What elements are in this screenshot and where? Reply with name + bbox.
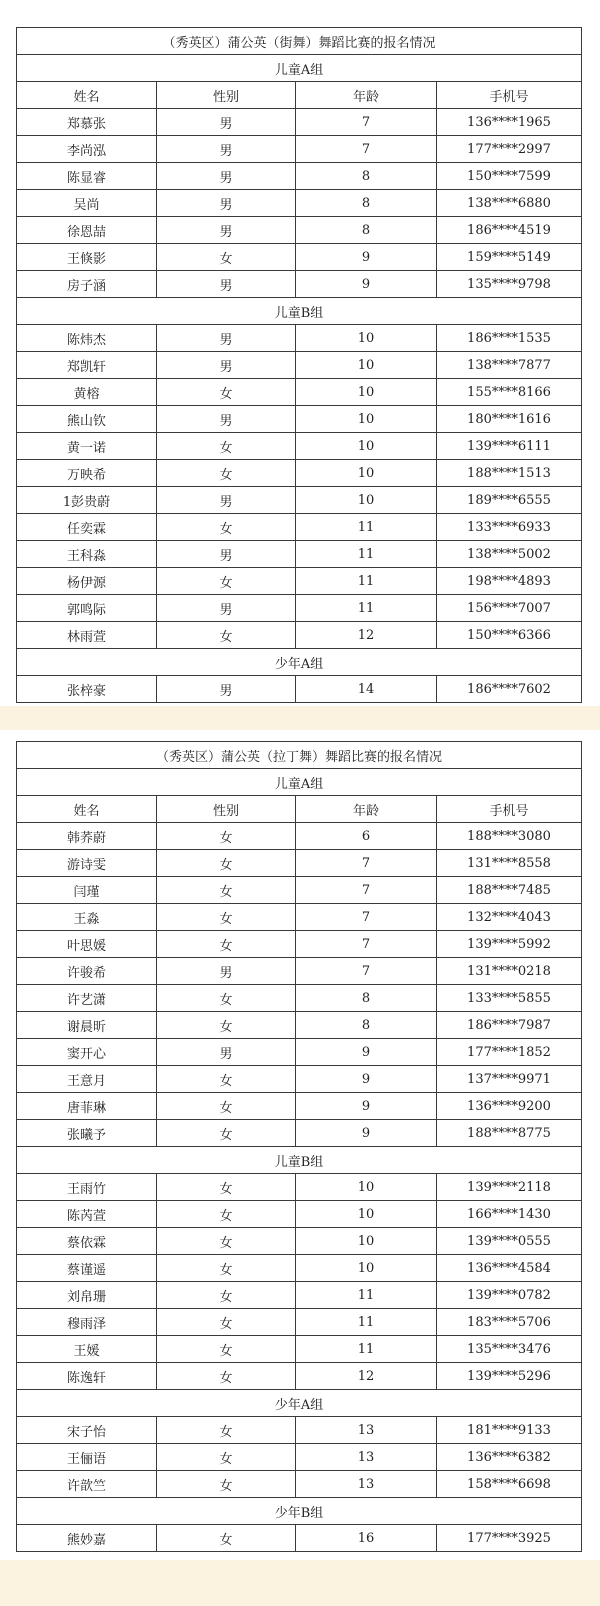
cell-age: 10 bbox=[296, 433, 437, 460]
table-row bbox=[17, 568, 582, 595]
cell-phone: 139****5296 bbox=[437, 1363, 582, 1390]
table-row bbox=[17, 217, 582, 244]
cell-gender: 女 bbox=[157, 1309, 296, 1336]
table-row bbox=[17, 1066, 582, 1093]
cell-name: 张曦予 bbox=[17, 1120, 157, 1147]
registration-table-street-dance bbox=[16, 27, 582, 703]
table-row bbox=[17, 931, 582, 958]
table-row bbox=[17, 1255, 582, 1282]
cell-gender: 男 bbox=[157, 406, 296, 433]
table-row bbox=[17, 1093, 582, 1120]
group-row bbox=[17, 298, 582, 325]
cell-phone: 138****6880 bbox=[437, 190, 582, 217]
cell-name: 游诗雯 bbox=[17, 850, 157, 877]
cell-name: 任奕霖 bbox=[17, 514, 157, 541]
table-row bbox=[17, 1525, 582, 1552]
table-row bbox=[17, 1039, 582, 1066]
cell-phone: 166****1430 bbox=[437, 1201, 582, 1228]
cell-gender: 女 bbox=[157, 460, 296, 487]
cell-name: 王媛 bbox=[17, 1336, 157, 1363]
header-gender: 性别 bbox=[157, 82, 296, 109]
cell-phone: 135****9798 bbox=[437, 271, 582, 298]
cell-phone: 136****4584 bbox=[437, 1255, 582, 1282]
header-phone: 手机号 bbox=[437, 796, 582, 823]
cell-name: 王倏影 bbox=[17, 244, 157, 271]
cell-gender: 女 bbox=[157, 1336, 296, 1363]
cell-age: 11 bbox=[296, 1336, 437, 1363]
cell-age: 11 bbox=[296, 541, 437, 568]
cell-age: 9 bbox=[296, 1120, 437, 1147]
cell-name: 郭鸣际 bbox=[17, 595, 157, 622]
cell-name: 蔡依霖 bbox=[17, 1228, 157, 1255]
cell-gender: 女 bbox=[157, 1444, 296, 1471]
cell-gender: 女 bbox=[157, 568, 296, 595]
cell-name: 蔡谨遥 bbox=[17, 1255, 157, 1282]
cell-phone: 177****1852 bbox=[437, 1039, 582, 1066]
table-title: （秀英区）蒲公英（拉丁舞）舞蹈比赛的报名情况 bbox=[17, 742, 582, 769]
cell-gender: 女 bbox=[157, 931, 296, 958]
title-row bbox=[17, 28, 582, 55]
cell-gender: 女 bbox=[157, 244, 296, 271]
table-row bbox=[17, 163, 582, 190]
cell-name: 宋子怡 bbox=[17, 1417, 157, 1444]
cell-name: 徐恩喆 bbox=[17, 217, 157, 244]
cell-phone: 186****1535 bbox=[437, 325, 582, 352]
group-row bbox=[17, 1498, 582, 1525]
cell-phone: 177****3925 bbox=[437, 1525, 582, 1552]
cell-age: 7 bbox=[296, 850, 437, 877]
cell-name: 陈炜杰 bbox=[17, 325, 157, 352]
cell-gender: 女 bbox=[157, 379, 296, 406]
cell-phone: 188****1513 bbox=[437, 460, 582, 487]
cell-name: 李尚泓 bbox=[17, 136, 157, 163]
cell-gender: 女 bbox=[157, 1525, 296, 1552]
header-age: 年龄 bbox=[296, 796, 437, 823]
cell-phone: 135****3476 bbox=[437, 1336, 582, 1363]
header-row bbox=[17, 82, 582, 109]
cell-name: 王俪语 bbox=[17, 1444, 157, 1471]
cell-gender: 女 bbox=[157, 433, 296, 460]
table-row bbox=[17, 460, 582, 487]
cell-age: 9 bbox=[296, 271, 437, 298]
cell-age: 8 bbox=[296, 190, 437, 217]
cell-age: 10 bbox=[296, 379, 437, 406]
table-row bbox=[17, 406, 582, 433]
cell-gender: 女 bbox=[157, 877, 296, 904]
cell-name: 郑凯轩 bbox=[17, 352, 157, 379]
cell-gender: 女 bbox=[157, 904, 296, 931]
group-label: 儿童B组 bbox=[17, 1147, 582, 1174]
cell-name: 熊妙嘉 bbox=[17, 1525, 157, 1552]
cell-phone: 131****0218 bbox=[437, 958, 582, 985]
cell-phone: 136****1965 bbox=[437, 109, 582, 136]
cell-age: 10 bbox=[296, 487, 437, 514]
header-name: 姓名 bbox=[17, 82, 157, 109]
cell-phone: 137****9971 bbox=[437, 1066, 582, 1093]
cell-name: 许歆竺 bbox=[17, 1471, 157, 1498]
cell-phone: 139****0555 bbox=[437, 1228, 582, 1255]
cell-gender: 女 bbox=[157, 823, 296, 850]
cell-gender: 男 bbox=[157, 109, 296, 136]
table-row bbox=[17, 1309, 582, 1336]
cell-name: 黄榕 bbox=[17, 379, 157, 406]
cell-age: 11 bbox=[296, 1282, 437, 1309]
cell-age: 7 bbox=[296, 136, 437, 163]
cell-age: 7 bbox=[296, 931, 437, 958]
cell-phone: 189****6555 bbox=[437, 487, 582, 514]
table-row bbox=[17, 109, 582, 136]
cell-gender: 女 bbox=[157, 622, 296, 649]
cell-age: 8 bbox=[296, 163, 437, 190]
header-age: 年龄 bbox=[296, 82, 437, 109]
cell-name: 王雨竹 bbox=[17, 1174, 157, 1201]
header-row bbox=[17, 796, 582, 823]
cell-phone: 150****6366 bbox=[437, 622, 582, 649]
cell-phone: 155****8166 bbox=[437, 379, 582, 406]
table-row bbox=[17, 904, 582, 931]
cell-name: 叶思媛 bbox=[17, 931, 157, 958]
cell-name: 王意月 bbox=[17, 1066, 157, 1093]
cell-gender: 男 bbox=[157, 487, 296, 514]
cell-name: 王科淼 bbox=[17, 541, 157, 568]
group-row bbox=[17, 649, 582, 676]
cell-age: 7 bbox=[296, 109, 437, 136]
table-row bbox=[17, 1174, 582, 1201]
cell-phone: 150****7599 bbox=[437, 163, 582, 190]
cell-gender: 女 bbox=[157, 1066, 296, 1093]
cell-name: 陈逸轩 bbox=[17, 1363, 157, 1390]
group-label: 儿童B组 bbox=[17, 298, 582, 325]
cell-gender: 女 bbox=[157, 1174, 296, 1201]
table-row bbox=[17, 1417, 582, 1444]
cell-gender: 女 bbox=[157, 1417, 296, 1444]
header-gender: 性别 bbox=[157, 796, 296, 823]
cell-name: 陈芮萱 bbox=[17, 1201, 157, 1228]
cell-name: 刘帛珊 bbox=[17, 1282, 157, 1309]
cell-name: 林雨萱 bbox=[17, 622, 157, 649]
cell-phone: 188****8775 bbox=[437, 1120, 582, 1147]
cell-name: 杨伊源 bbox=[17, 568, 157, 595]
group-label: 儿童A组 bbox=[17, 55, 582, 82]
table-row bbox=[17, 676, 582, 703]
cell-age: 16 bbox=[296, 1525, 437, 1552]
cell-phone: 139****2118 bbox=[437, 1174, 582, 1201]
table-row bbox=[17, 244, 582, 271]
cell-name: 万映希 bbox=[17, 460, 157, 487]
cell-gender: 女 bbox=[157, 514, 296, 541]
table-row bbox=[17, 1201, 582, 1228]
cell-name: 唐菲琳 bbox=[17, 1093, 157, 1120]
table-row bbox=[17, 352, 582, 379]
table-row bbox=[17, 541, 582, 568]
cell-phone: 186****4519 bbox=[437, 217, 582, 244]
table-row bbox=[17, 823, 582, 850]
cell-name: 穆雨泽 bbox=[17, 1309, 157, 1336]
cell-name: 王淼 bbox=[17, 904, 157, 931]
cell-age: 10 bbox=[296, 460, 437, 487]
cell-age: 9 bbox=[296, 1039, 437, 1066]
cell-phone: 139****5992 bbox=[437, 931, 582, 958]
cell-gender: 女 bbox=[157, 1282, 296, 1309]
cell-phone: 180****1616 bbox=[437, 406, 582, 433]
table-row bbox=[17, 877, 582, 904]
cell-gender: 男 bbox=[157, 1039, 296, 1066]
table-row bbox=[17, 1282, 582, 1309]
table-row bbox=[17, 136, 582, 163]
group-row bbox=[17, 769, 582, 796]
table-row bbox=[17, 190, 582, 217]
cell-phone: 139****6111 bbox=[437, 433, 582, 460]
cell-phone: 188****7485 bbox=[437, 877, 582, 904]
cell-phone: 133****5855 bbox=[437, 985, 582, 1012]
cell-gender: 女 bbox=[157, 1471, 296, 1498]
cell-gender: 男 bbox=[157, 217, 296, 244]
cell-gender: 男 bbox=[157, 136, 296, 163]
table-row bbox=[17, 325, 582, 352]
cell-name: 黄一诺 bbox=[17, 433, 157, 460]
table-row bbox=[17, 271, 582, 298]
cell-gender: 女 bbox=[157, 1228, 296, 1255]
cell-gender: 女 bbox=[157, 1012, 296, 1039]
cell-age: 11 bbox=[296, 514, 437, 541]
title-row bbox=[17, 742, 582, 769]
cell-name: 许艺潇 bbox=[17, 985, 157, 1012]
table-row bbox=[17, 622, 582, 649]
cell-gender: 女 bbox=[157, 1201, 296, 1228]
cell-gender: 女 bbox=[157, 985, 296, 1012]
cell-name: 窦开心 bbox=[17, 1039, 157, 1066]
registration-table-latin-dance bbox=[16, 741, 582, 1552]
cell-gender: 女 bbox=[157, 1255, 296, 1282]
table-row bbox=[17, 1336, 582, 1363]
cell-age: 13 bbox=[296, 1417, 437, 1444]
cell-name: 郑慕张 bbox=[17, 109, 157, 136]
cell-gender: 男 bbox=[157, 541, 296, 568]
cell-phone: 181****9133 bbox=[437, 1417, 582, 1444]
cell-gender: 女 bbox=[157, 1363, 296, 1390]
group-label: 少年B组 bbox=[17, 1498, 582, 1525]
table-row bbox=[17, 379, 582, 406]
cell-phone: 139****0782 bbox=[437, 1282, 582, 1309]
cell-age: 10 bbox=[296, 1255, 437, 1282]
cell-gender: 女 bbox=[157, 1120, 296, 1147]
header-name: 姓名 bbox=[17, 796, 157, 823]
cell-age: 8 bbox=[296, 1012, 437, 1039]
cell-age: 6 bbox=[296, 823, 437, 850]
cell-name: 张梓豪 bbox=[17, 676, 157, 703]
cell-age: 10 bbox=[296, 352, 437, 379]
cell-age: 11 bbox=[296, 595, 437, 622]
cell-name: 谢晨昕 bbox=[17, 1012, 157, 1039]
cell-phone: 159****5149 bbox=[437, 244, 582, 271]
cell-name: 陈显睿 bbox=[17, 163, 157, 190]
cell-gender: 女 bbox=[157, 1093, 296, 1120]
cell-phone: 156****7007 bbox=[437, 595, 582, 622]
cell-name: 熊山钦 bbox=[17, 406, 157, 433]
cell-phone: 138****7877 bbox=[437, 352, 582, 379]
cell-gender: 男 bbox=[157, 676, 296, 703]
table-row bbox=[17, 1228, 582, 1255]
table-row bbox=[17, 850, 582, 877]
cell-age: 9 bbox=[296, 1066, 437, 1093]
header-phone: 手机号 bbox=[437, 82, 582, 109]
table-row bbox=[17, 985, 582, 1012]
table-row bbox=[17, 487, 582, 514]
cell-age: 10 bbox=[296, 1201, 437, 1228]
cell-gender: 男 bbox=[157, 325, 296, 352]
cell-age: 13 bbox=[296, 1471, 437, 1498]
cell-phone: 133****6933 bbox=[437, 514, 582, 541]
table-row bbox=[17, 1012, 582, 1039]
cell-age: 9 bbox=[296, 244, 437, 271]
cell-gender: 男 bbox=[157, 271, 296, 298]
table-row bbox=[17, 1444, 582, 1471]
cell-phone: 136****6382 bbox=[437, 1444, 582, 1471]
cell-phone: 158****6698 bbox=[437, 1471, 582, 1498]
group-label: 少年A组 bbox=[17, 649, 582, 676]
cell-age: 10 bbox=[296, 1174, 437, 1201]
cell-age: 7 bbox=[296, 877, 437, 904]
cell-gender: 男 bbox=[157, 958, 296, 985]
cell-age: 8 bbox=[296, 985, 437, 1012]
cell-age: 12 bbox=[296, 622, 437, 649]
cell-age: 9 bbox=[296, 1093, 437, 1120]
cell-phone: 183****5706 bbox=[437, 1309, 582, 1336]
group-label: 少年A组 bbox=[17, 1390, 582, 1417]
group-row bbox=[17, 55, 582, 82]
cell-name: 韩荞蔚 bbox=[17, 823, 157, 850]
cell-age: 10 bbox=[296, 1228, 437, 1255]
cell-phone: 132****4043 bbox=[437, 904, 582, 931]
cell-gender: 男 bbox=[157, 595, 296, 622]
cell-age: 11 bbox=[296, 568, 437, 595]
cell-phone: 177****2997 bbox=[437, 136, 582, 163]
cell-phone: 186****7602 bbox=[437, 676, 582, 703]
cell-age: 14 bbox=[296, 676, 437, 703]
table-title: （秀英区）蒲公英（街舞）舞蹈比赛的报名情况 bbox=[17, 28, 582, 55]
cell-name: 许骏希 bbox=[17, 958, 157, 985]
cell-name: 吴尚 bbox=[17, 190, 157, 217]
cell-phone: 198****4893 bbox=[437, 568, 582, 595]
cell-age: 13 bbox=[296, 1444, 437, 1471]
table-row bbox=[17, 514, 582, 541]
cell-age: 11 bbox=[296, 1309, 437, 1336]
cell-age: 10 bbox=[296, 406, 437, 433]
cell-gender: 男 bbox=[157, 352, 296, 379]
cell-phone: 186****7987 bbox=[437, 1012, 582, 1039]
cell-gender: 女 bbox=[157, 850, 296, 877]
table-row bbox=[17, 1363, 582, 1390]
group-label: 儿童A组 bbox=[17, 769, 582, 796]
cell-gender: 男 bbox=[157, 190, 296, 217]
cell-phone: 188****3080 bbox=[437, 823, 582, 850]
table-row bbox=[17, 958, 582, 985]
cell-gender: 男 bbox=[157, 163, 296, 190]
table-row bbox=[17, 433, 582, 460]
cell-age: 8 bbox=[296, 217, 437, 244]
group-row bbox=[17, 1390, 582, 1417]
group-row bbox=[17, 1147, 582, 1174]
cell-phone: 136****9200 bbox=[437, 1093, 582, 1120]
table-row bbox=[17, 1471, 582, 1498]
cell-age: 12 bbox=[296, 1363, 437, 1390]
cell-phone: 138****5002 bbox=[437, 541, 582, 568]
cell-name: 1彭贵蔚 bbox=[17, 487, 157, 514]
table-row bbox=[17, 595, 582, 622]
cell-phone: 131****8558 bbox=[437, 850, 582, 877]
table-row bbox=[17, 1120, 582, 1147]
cell-age: 7 bbox=[296, 904, 437, 931]
cell-name: 闫瑾 bbox=[17, 877, 157, 904]
cell-age: 7 bbox=[296, 958, 437, 985]
cell-name: 房子涵 bbox=[17, 271, 157, 298]
cell-age: 10 bbox=[296, 325, 437, 352]
